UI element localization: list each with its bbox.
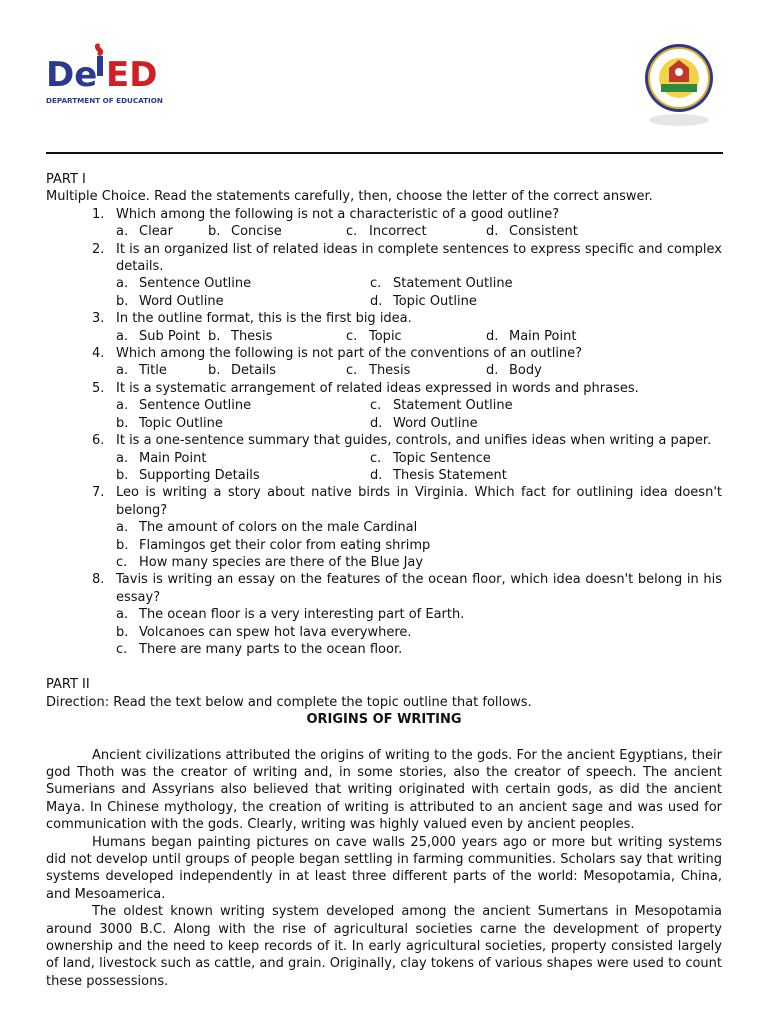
option-text: Thesis xyxy=(369,363,411,379)
passage-paragraph: Ancient civilizations attributed the origins of writing to the gods. For the ancient Egyptians, their god Thoth was the creator of writing and, in some stories, also the creator of speech. The ancient Sumerians and Assyrians also believed that writing originated with certain gods, as did the ancient Maya. In Chinese mythology, the creation of writing is attributed to an ancient sage and was used for communication with the gods. Clearly, writing was highly valued even by ancient peoples. xyxy=(46,747,722,833)
option-text: Statement Outline xyxy=(393,276,513,292)
option-text: Incorrect xyxy=(369,224,427,240)
question-text: It is a one-sentence summary that guides, controls, and unifies ideas when writing a paper. xyxy=(116,433,712,449)
option-text: Thesis xyxy=(231,328,273,344)
option-letter: a. xyxy=(116,398,129,414)
option-text: Word Outline xyxy=(139,293,224,309)
option-letter: b. xyxy=(116,537,129,553)
option-text: The amount of colors on the male Cardinal xyxy=(139,520,418,536)
option-text: Concise xyxy=(231,224,282,240)
option-text: How many species are there of the Blue Jay xyxy=(139,554,424,570)
question-number: 5. xyxy=(92,380,105,396)
option-text: Body xyxy=(509,363,542,379)
option-text: Sentence Outline xyxy=(139,398,252,414)
option-letter: a. xyxy=(116,363,129,379)
option-text: Flamingos get their color from eating shrimp xyxy=(139,537,431,553)
option-letter: c. xyxy=(116,641,128,657)
question-number: 4. xyxy=(92,346,105,362)
option-letter: d. xyxy=(486,328,499,344)
option-text: Volcanoes can spew hot lava everywhere. xyxy=(139,624,412,640)
option-text: Topic Outline xyxy=(393,293,477,309)
option-letter: b. xyxy=(116,467,129,483)
question-6 xyxy=(92,432,722,449)
question-3 xyxy=(92,310,722,327)
svg-text:De: De xyxy=(46,55,98,95)
option-letter: b. xyxy=(116,293,129,309)
passage-paragraph: The oldest known writing system developed among the ancient Sumertans in Mesopotamia around 3000 B.C. Along with the rise of agricultural societies carne the development of property ownership and the need to keep records of it. In early agricultural societies, property consisted largely of land, livestock such as cattle, and grain. Originally, clay tokens of various shapes were used to count these possessions. xyxy=(46,904,722,989)
option-text: Thesis Statement xyxy=(393,467,507,483)
question-text: Which among the following is not part of the conventions of an outline? xyxy=(116,346,583,362)
question-text: It is a systematic arrangement of related ideas expressed in words and phrases. xyxy=(116,380,639,396)
question-2-options xyxy=(116,275,722,310)
option-letter: d. xyxy=(370,467,383,483)
deped-subtext: DEPARTMENT OF EDUCATION xyxy=(46,96,163,105)
option-text: Topic Outline xyxy=(139,415,223,431)
option-letter: c. xyxy=(370,276,382,292)
question-number: 1. xyxy=(92,206,105,222)
option-letter: b. xyxy=(208,224,221,240)
deped-logo xyxy=(46,42,168,112)
option-letter: b. xyxy=(208,363,221,379)
option-text: Sub Point xyxy=(139,328,201,344)
part2-direction: Direction: Read the text below and complete the topic outline that follows. xyxy=(46,694,532,710)
part1-instruction: Multiple Choice. Read the statements carefully, then, choose the letter of the correct answer. xyxy=(46,189,653,205)
option-text: Title xyxy=(139,363,167,379)
option-text: Topic xyxy=(369,328,402,344)
option-text: The ocean floor is a very interesting part of Earth. xyxy=(139,607,465,623)
option-letter: d. xyxy=(486,224,499,240)
question-text: It is an organized list of related ideas in complete sentences to express specific and complex details. xyxy=(116,241,722,275)
option-text: There are many parts to the ocean floor. xyxy=(139,641,403,657)
question-7-options xyxy=(116,519,722,571)
question-text: Which among the following is not a characteristic of a good outline? xyxy=(116,206,560,222)
question-8-options xyxy=(116,606,722,658)
option-letter: a. xyxy=(116,276,129,292)
question-text: In the outline format, this is the first big idea. xyxy=(116,311,412,327)
option-text: Clear xyxy=(139,224,173,240)
option-letter: c. xyxy=(370,450,382,466)
option-text: Main Point xyxy=(139,450,207,466)
option-text: Sentence Outline xyxy=(139,276,252,292)
option-letter: b. xyxy=(208,328,221,344)
document-body xyxy=(46,171,722,990)
option-letter: d. xyxy=(370,293,383,309)
option-text: Statement Outline xyxy=(393,398,513,414)
question-1 xyxy=(92,206,722,223)
option-text: Consistent xyxy=(509,224,578,240)
option-letter: d. xyxy=(486,363,499,379)
option-letter: c. xyxy=(346,328,358,344)
part1-heading: PART I xyxy=(46,172,86,187)
option-text: Topic Sentence xyxy=(393,450,491,466)
option-text: Main Point xyxy=(509,328,577,344)
option-letter: a. xyxy=(116,607,129,623)
question-7 xyxy=(92,484,722,519)
svg-text:ED: ED xyxy=(106,55,158,95)
option-letter: a. xyxy=(116,328,129,344)
option-letter: a. xyxy=(116,520,129,536)
question-5-options xyxy=(116,397,722,432)
question-number: 8. xyxy=(92,572,105,588)
option-letter: b. xyxy=(116,624,129,640)
option-letter: b. xyxy=(116,415,129,431)
question-text: Leo is writing a story about native birds in Virginia. Which fact for outlining idea doesn't belong? xyxy=(116,485,722,518)
option-letter: c. xyxy=(116,554,128,570)
header-divider xyxy=(46,152,723,154)
option-letter: a. xyxy=(116,450,129,466)
question-8 xyxy=(92,571,722,606)
question-2 xyxy=(92,241,722,276)
question-number: 2. xyxy=(92,241,105,257)
question-4 xyxy=(92,345,722,362)
question-1-options xyxy=(116,223,722,240)
question-number: 3. xyxy=(92,311,105,327)
option-letter: c. xyxy=(346,363,358,379)
option-text: Supporting Details xyxy=(139,467,260,483)
option-text: Details xyxy=(231,363,277,379)
option-letter: d. xyxy=(370,415,383,431)
option-letter: c. xyxy=(346,224,358,240)
question-number: 6. xyxy=(92,433,105,449)
option-letter: c. xyxy=(370,398,382,414)
option-letter: a. xyxy=(116,224,129,240)
passage-paragraph: Humans began painting pictures on cave walls 25,000 years ago or more but writing systems did not develop until groups of people began settling in farming communities. Scholars say that writing systems developed independently in at least three different parts of the world: Mesopotamia, China, and Mesoamerica. xyxy=(46,834,722,902)
question-3-options xyxy=(116,328,722,345)
part2-heading: PART II xyxy=(46,677,90,693)
school-seal xyxy=(639,42,719,128)
question-5 xyxy=(92,380,722,397)
question-number: 7. xyxy=(92,485,105,501)
question-4-options xyxy=(116,362,722,379)
option-text: Word Outline xyxy=(393,415,478,431)
passage-title: ORIGINS OF WRITING xyxy=(306,712,462,728)
question-text: Tavis is writing an essay on the features of the ocean floor, which idea doesn't belong in his essay? xyxy=(116,572,722,605)
question-6-options xyxy=(116,450,722,485)
